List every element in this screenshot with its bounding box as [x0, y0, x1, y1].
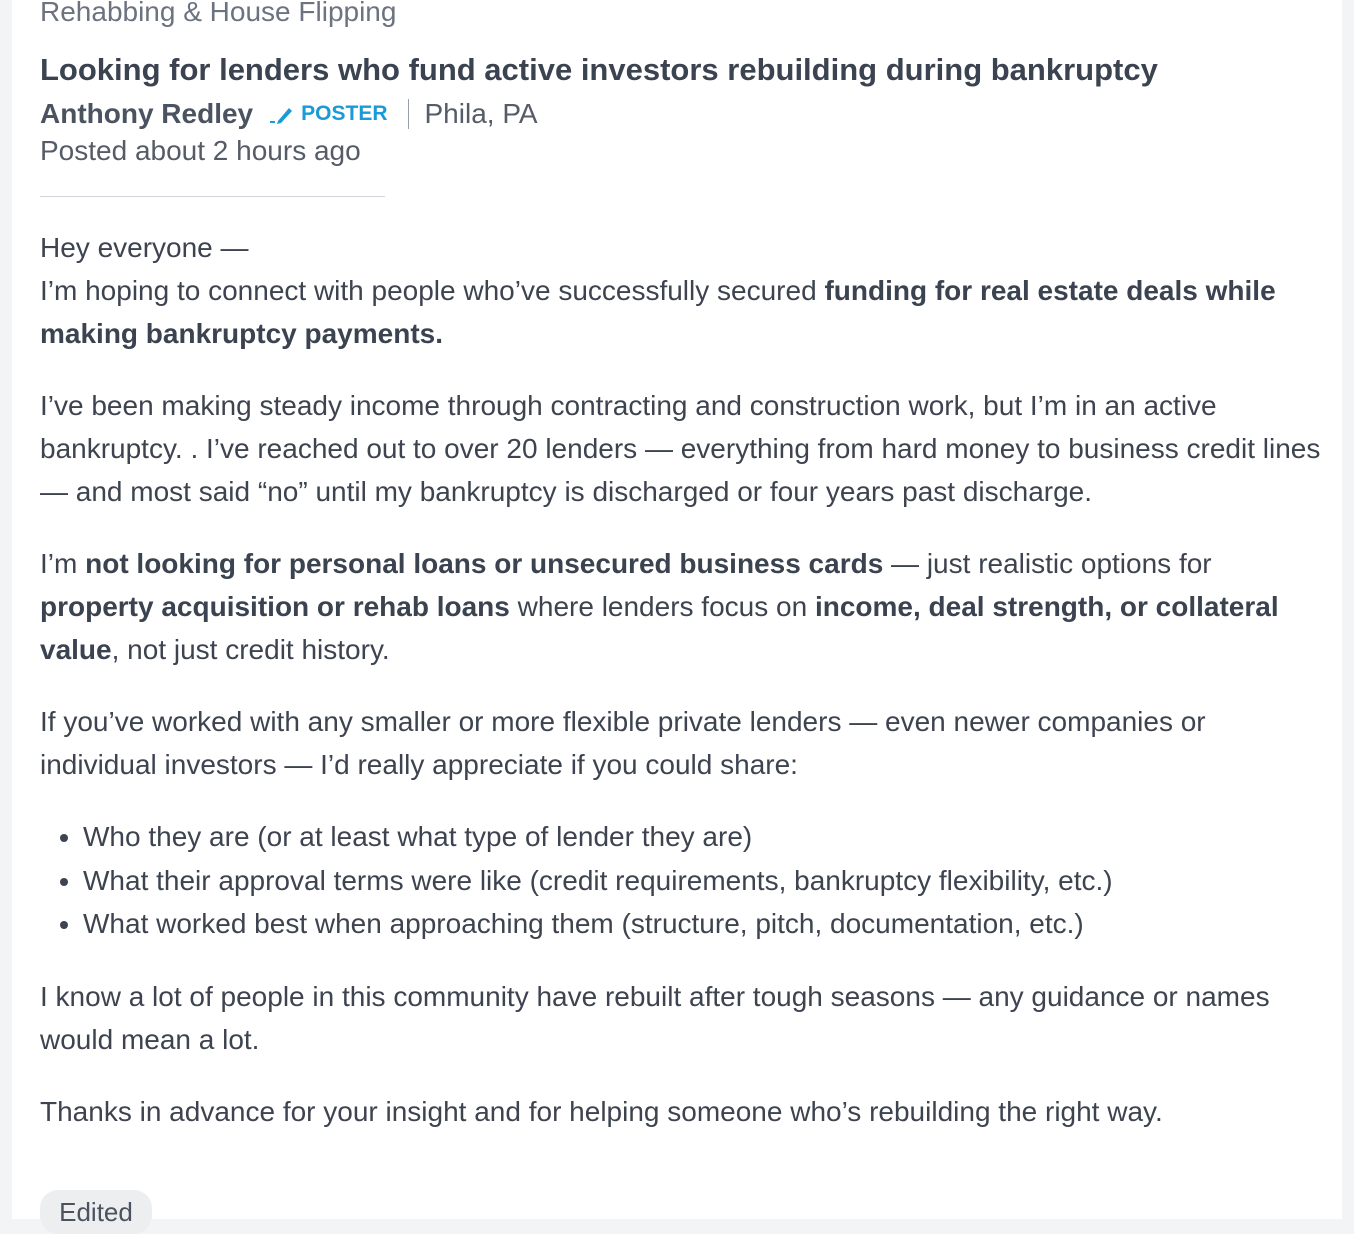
poster-badge-label: POSTER: [301, 102, 388, 125]
paragraph-income: I’ve been making steady income through contracting and construction work, but I’m in an active bankruptcy. . I’ve reached out to over 20 lenders — everything from hard money to business credit lines — and most said “no” until my bankruptcy is discharged or four years past discharge.: [40, 390, 1321, 507]
post-body: [40, 226, 1330, 1162]
paragraph-community: I know a lot of people in this community have rebuilt after tough seasons — any guidance or names would mean a lot.: [40, 980, 1270, 1055]
greeting: Hey everyone —: [40, 232, 249, 263]
bold-segment: not looking for personal loans or unsecured business cards: [85, 548, 884, 579]
text-segment: , not just credit history.: [111, 634, 390, 665]
header-divider: [40, 196, 385, 197]
list-item: • Who they are (or at least what type of lender they are): [83, 815, 1330, 859]
text-segment: I’m: [40, 548, 86, 579]
list-item: • What their approval terms were like (credit requirements, bankruptcy flexibility, etc.): [83, 859, 1330, 903]
post-title: Looking for lenders who fund active investors rebuilding during bankruptcy: [40, 52, 1158, 87]
paragraph-thanks: Thanks in advance for your insight and for helping someone who’s rebuilding the right way.: [40, 1095, 1163, 1127]
paragraph-looking-for: [40, 542, 1330, 671]
paragraph-request: If you’ve worked with any smaller or more flexible private lenders — even newer companies or individual investors — I’d really appreciate if you could share:: [40, 706, 1206, 780]
poster-badge: [269, 102, 387, 126]
posted-time: Posted about 2 hours ago: [40, 135, 361, 166]
bold-segment: property acquisition or rehab loans: [40, 591, 510, 622]
text-segment: where lenders focus on: [509, 591, 815, 622]
intro-text: I’m hoping to connect with people who’ve successfully secured: [40, 275, 825, 306]
author-line: [40, 98, 538, 130]
bullet-list: [40, 815, 1330, 946]
author-name[interactable]: Anthony Redley: [40, 98, 254, 129]
text-segment: — just realistic options for: [883, 548, 1212, 579]
author-location: Phila, PA: [424, 98, 538, 129]
intro-bold: funding for real estate deals while making bankruptcy payments.: [40, 275, 1276, 349]
pencil-icon: [269, 104, 295, 124]
list-item: • What worked best when approaching them (structure, pitch, documentation, etc.): [83, 902, 1330, 946]
paragraph-intro: [40, 226, 1330, 355]
divider: [408, 99, 409, 129]
post-category[interactable]: Rehabbing & House Flipping: [40, 0, 397, 27]
post-card: [12, 0, 1342, 1227]
bold-segment: income, deal strength, or collateral value: [40, 591, 1279, 665]
edited-badge[interactable]: Edited: [40, 1190, 152, 1234]
